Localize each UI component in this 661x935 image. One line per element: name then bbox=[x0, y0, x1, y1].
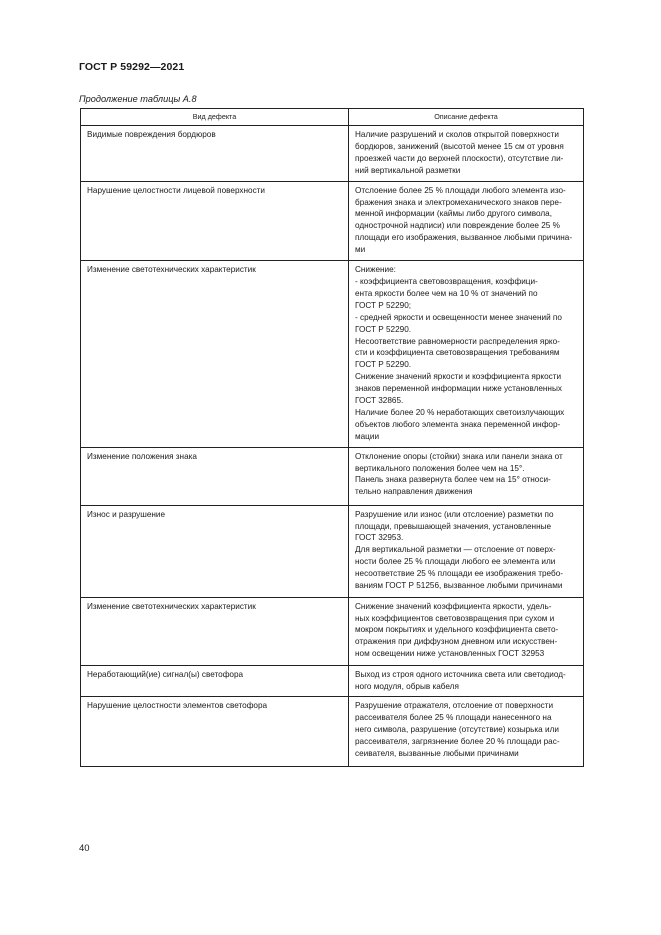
description-line: ности более 25 % площади любого ее элемента или bbox=[355, 557, 556, 567]
table-row bbox=[81, 665, 584, 697]
defect-description-cell bbox=[349, 261, 584, 448]
table-row bbox=[81, 181, 584, 260]
description-line: Выход из строя одного источника света или светодиод- bbox=[355, 669, 566, 679]
description-line: ний вертикальной разметки bbox=[355, 165, 461, 175]
description-line: площади, превышающей значения, установленные bbox=[355, 521, 552, 531]
table-header-row bbox=[81, 109, 584, 126]
description-line: Отклонение опоры (стойки) знака или панели знака от bbox=[355, 451, 563, 461]
description-line: Отслоение более 25 % площади любого элемента изо- bbox=[355, 185, 566, 195]
description-line: ГОСТ Р 52290; bbox=[355, 300, 412, 310]
table-caption: Продолжение таблицы А.8 bbox=[79, 94, 197, 104]
description-line: мации bbox=[355, 431, 380, 441]
defect-type-cell: Нарушение целостности элементов светофора bbox=[81, 697, 349, 767]
defect-description-cell bbox=[349, 697, 584, 767]
description-line: сти и коэффициента световозвращения требованиям bbox=[355, 348, 560, 358]
description-line: Панель знака развернута более чем на 15° относи- bbox=[355, 475, 551, 485]
description-line: бордюров, занижений (высотой менее 15 см от уровня bbox=[355, 141, 564, 151]
description-line: рассеивателя, загрязнение более 20 % площади рас- bbox=[355, 737, 560, 747]
description-line: ми bbox=[355, 245, 366, 255]
defect-type-cell: Изменение положения знака bbox=[81, 447, 349, 505]
description-line: рассеивателя более 25 % площади нанесенного на bbox=[355, 713, 552, 723]
table-row bbox=[81, 505, 584, 597]
defect-description-cell bbox=[349, 665, 584, 697]
description-line: Разрушение или износ (или отслоение) разметки по bbox=[355, 509, 554, 519]
description-line: ного модуля, обрыв кабеля bbox=[355, 681, 459, 691]
description-line: Несоответствие равномерности распределения ярко- bbox=[355, 336, 560, 346]
defect-description-cell bbox=[349, 505, 584, 597]
table-row bbox=[81, 126, 584, 182]
description-line: площади его изображения, вызванное любыми причина- bbox=[355, 233, 573, 243]
defect-type-cell: Нарушение целостности лицевой поверхности bbox=[81, 181, 349, 260]
description-line: ГОСТ Р 52290. bbox=[355, 324, 412, 334]
description-line: Наличие более 20 % неработающих светоизлучающих bbox=[355, 407, 565, 417]
description-line: однострочной надписи) или повреждение более 25 % bbox=[355, 221, 560, 231]
description-line: ном освещении ниже установленных ГОСТ 32953 bbox=[355, 649, 545, 659]
description-line: отражения при диффузном дневном или искусствен- bbox=[355, 637, 558, 647]
description-line: проезжей части до верхней плоскости), отсутствие ли- bbox=[355, 153, 564, 163]
description-line: мокром покрытиях и удельного коэффициента свето- bbox=[355, 625, 559, 635]
defect-type-cell: Неработающий(ие) сигнал(ы) светофора bbox=[81, 665, 349, 697]
defect-description-cell bbox=[349, 126, 584, 182]
description-line: вертикального положения более чем на 15°. bbox=[355, 463, 525, 473]
column-header-defect-description: Описание дефекта bbox=[349, 109, 584, 126]
table-row bbox=[81, 447, 584, 505]
defect-type-cell: Изменение светотехнических характеристик bbox=[81, 261, 349, 448]
description-line: ента яркости более чем на 10 % от значений по bbox=[355, 288, 538, 298]
description-line: объектов любого элемента знака переменной инфор- bbox=[355, 419, 561, 429]
description-line: ГОСТ 32865. bbox=[355, 396, 404, 406]
description-line: - коэффициента световозвращения, коэффици- bbox=[355, 276, 538, 286]
table-row bbox=[81, 597, 584, 665]
description-line: Снижение значений яркости и коэффициента яркости bbox=[355, 372, 562, 382]
description-line: ных коэффициентов световозвращения при сухом и bbox=[355, 613, 555, 623]
page-number: 40 bbox=[79, 843, 90, 854]
defect-type-cell: Изменение светотехнических характеристик bbox=[81, 597, 349, 665]
defect-type-cell: Износ и разрушение bbox=[81, 505, 349, 597]
description-line: Наличие разрушений и сколов открытой поверхности bbox=[355, 130, 559, 139]
description-line: ГОСТ 32953. bbox=[355, 533, 404, 543]
description-line: ваниям ГОСТ Р 51256, вызванное любыми причинами bbox=[355, 581, 563, 591]
description-line: бражения знака и электромеханического знаков пере- bbox=[355, 197, 562, 207]
description-line: - средней яркости и освещенности менее значений по bbox=[355, 312, 562, 322]
table-row bbox=[81, 261, 584, 448]
document-standard-id: ГОСТ Р 59292—2021 bbox=[79, 61, 185, 73]
description-line: Снижение значений коэффициента яркости, удель- bbox=[355, 601, 552, 611]
description-line: Разрушение отражателя, отслоение от поверхности bbox=[355, 701, 554, 711]
defect-description-cell bbox=[349, 597, 584, 665]
defects-table bbox=[80, 108, 584, 767]
table-row bbox=[81, 697, 584, 767]
description-line: Для вертикальной разметки — отслоение от поверх- bbox=[355, 545, 556, 555]
defect-type-cell: Видимые повреждения бордюров bbox=[81, 126, 349, 182]
description-line: менной информации (каймы либо другого символа, bbox=[355, 209, 552, 219]
description-line: несоответствие 25 % площади ее изображения требо- bbox=[355, 569, 563, 579]
description-line: него символа, разрушение (отсутствие) козырька или bbox=[355, 725, 559, 735]
defect-description-cell bbox=[349, 181, 584, 260]
description-line: сеивателя, вызванные любыми причинами bbox=[355, 749, 519, 759]
description-line: знаков переменной информации ниже установленных bbox=[355, 384, 562, 394]
defect-description-cell bbox=[349, 447, 584, 505]
description-line: Снижение: bbox=[355, 265, 396, 275]
description-line: тельно направления движения bbox=[355, 487, 473, 497]
description-line: ГОСТ Р 52290. bbox=[355, 360, 412, 370]
column-header-defect-type: Вид дефекта bbox=[81, 109, 349, 126]
